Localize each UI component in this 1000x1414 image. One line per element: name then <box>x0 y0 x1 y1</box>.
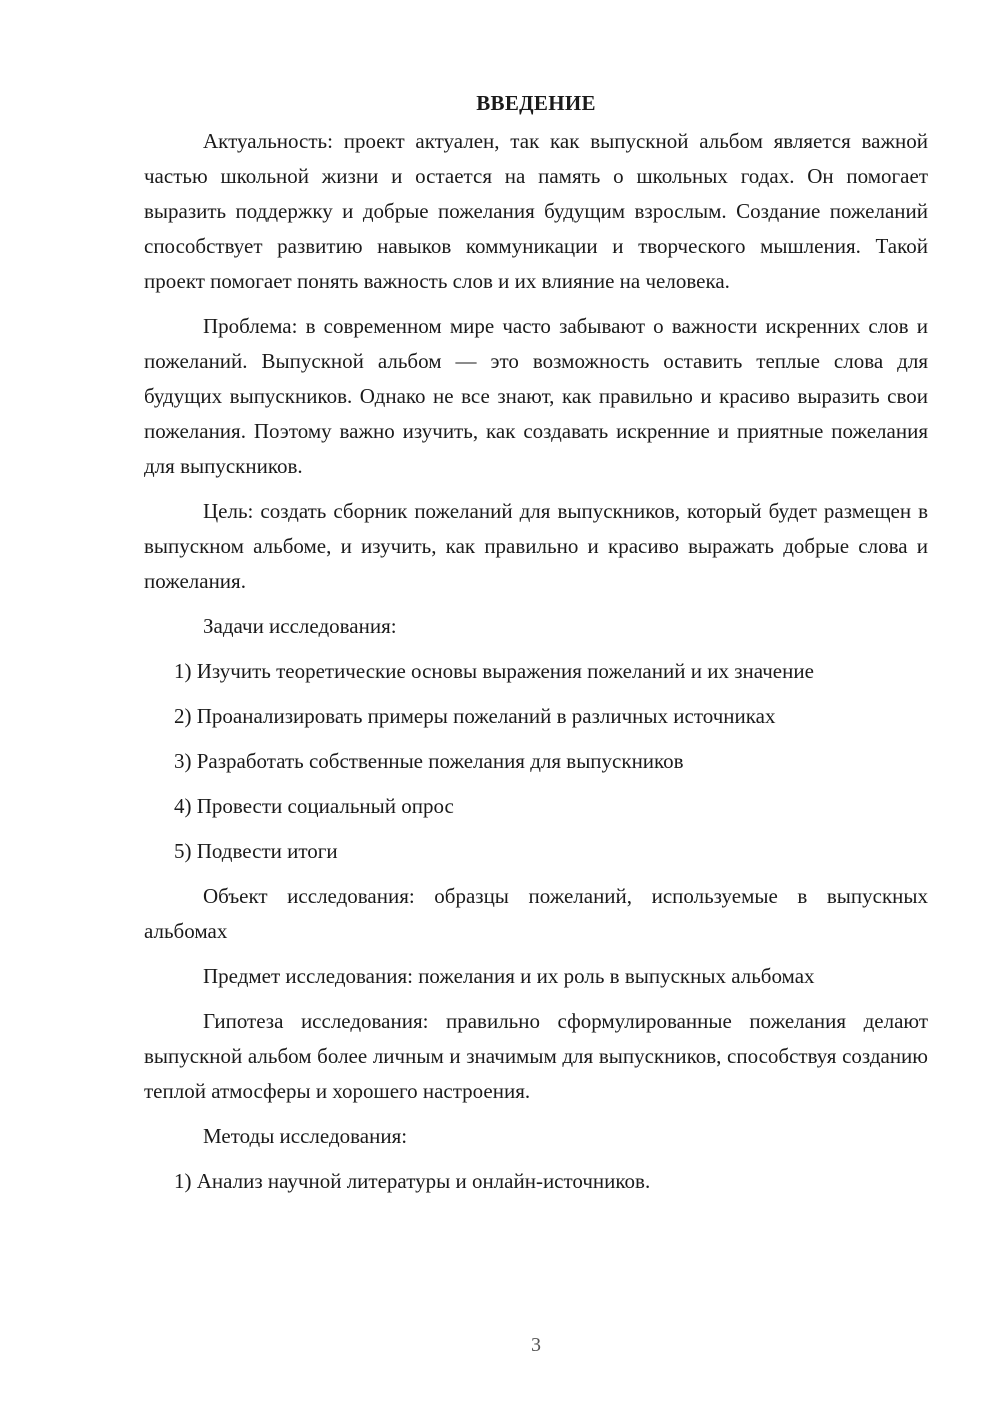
section-title: ВВЕДЕНИЕ <box>476 91 596 115</box>
task-item-3: 3) Разработать собственные пожелания для выпускников <box>174 749 684 773</box>
problem-paragraph: Проблема: в современном мире часто забывают о важности искренних слов и пожеланий. Выпускной альбом — это возможность оставить теплые слова для будущих выпускников. Однако не все знают, как правильно и красиво выразить свои пожелания. Поэтому важно изучить, как создавать искренние и приятные пожелания для выпускников. <box>144 314 928 478</box>
task-item-1: 1) Изучить теоретические основы выражения пожеланий и их значение <box>174 659 814 683</box>
task-item-4: 4) Провести социальный опрос <box>174 794 454 818</box>
relevance-paragraph: Актуальность: проект актуален, так как выпускной альбом является важной частью школьной жизни и остается на память о школьных годах. Он помогает выразить поддержку и добрые пожелания будущим взрослым. Создание пожеланий способствует развитию навыков коммуникации и творческого мышления. Такой проект помогает понять важность слов и их влияние на человека. <box>144 129 928 293</box>
subject-paragraph: Предмет исследования: пожелания и их роль в выпускных альбомах <box>203 964 815 988</box>
task-item-2: 2) Проанализировать примеры пожеланий в различных источниках <box>174 704 776 728</box>
task-item-5: 5) Подвести итоги <box>174 839 338 863</box>
page-number: 3 <box>531 1334 541 1356</box>
goal-paragraph: Цель: создать сборник пожеланий для выпускников, который будет размещен в выпускном альбоме, и изучить, как правильно и красиво выражать добрые слова и пожелания. <box>144 499 928 593</box>
methods-heading: Методы исследования: <box>203 1124 408 1148</box>
tasks-heading: Задачи исследования: <box>203 614 397 638</box>
method-item-1: 1) Анализ научной литературы и онлайн-источников. <box>174 1169 651 1193</box>
hypothesis-paragraph: Гипотеза исследования: правильно сформулированные пожелания делают выпускной альбом более личным и значимым для выпускников, способствуя созданию теплой атмосферы и хорошего настроения. <box>144 1009 928 1103</box>
document-page <box>144 88 928 1209</box>
object-paragraph: Объект исследования: образцы пожеланий, используемые в выпускных альбомах <box>144 884 928 943</box>
